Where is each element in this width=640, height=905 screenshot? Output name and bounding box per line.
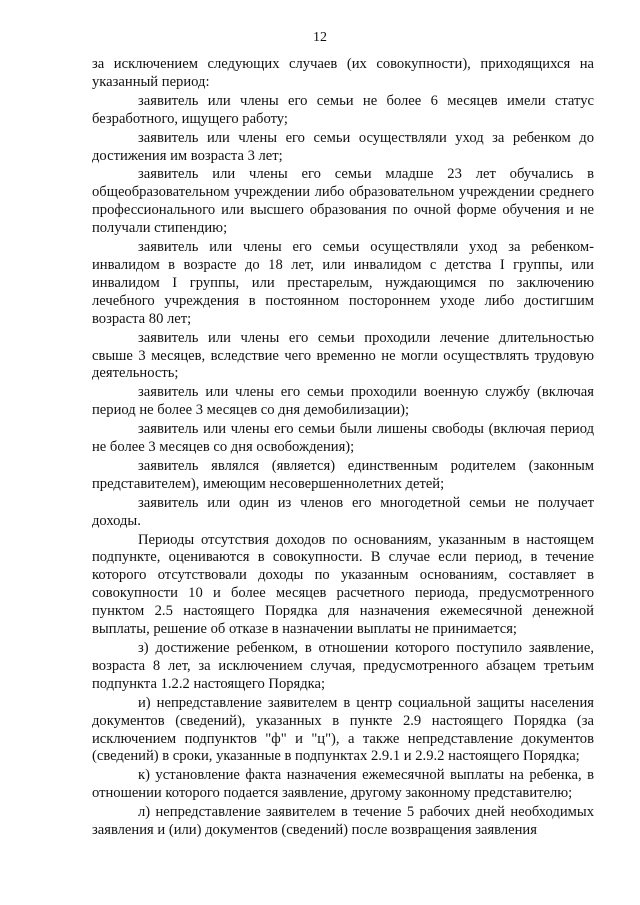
paragraph-item-l: л) непредставление заявителем в течение 5 рабочих дней необходимых заявления и (или) документов (сведений) после возвращения заявления [92,804,594,839]
paragraph-item-k: к) установление факта назначения ежемесячной выплаты на ребенка, в отношении которого подается заявление, другому законному представителю; [92,767,594,802]
paragraph-item-z: з) достижение ребенком, в отношении которого поступило заявление, возраста 8 лет, за исключением случая, предусмотренного абзацем третьим подпункта 1.2.2 настоящего Порядка; [92,640,594,692]
paragraph-item-i: и) непредставление заявителем в центр социальной защиты населения документов (сведений), указанных в пункте 2.9 настоящего Порядка (за исключением подпунктов "ф" и "ц"), а также непредставление документов (сведений) в сроки, указанные в подпунктах 2.9.1 и 2.9.2 настоящего Порядка; [92,694,594,765]
paragraph-single-parent: заявитель являлся (является) единственным родителем (законным представителем), имеющим несовершеннолетних детей; [92,457,594,492]
paragraph-treatment: заявитель или члены его семьи проходили лечение длительностью свыше 3 месяцев, вследствие чего временно не могли осуществлять трудовую деятельность; [92,329,594,382]
paragraph-imprisonment: заявитель или члены его семьи были лишены свободы (включая период не более 3 месяцев со дня освобождения); [92,421,594,456]
document-body [92,56,594,841]
paragraph-periods: Периоды отсутствия доходов по основаниям, указанным в настоящем подпункте, оцениваются в совокупности. В случае если период, в течение которого отсутствовали доходы по указанным основаниям, составляет в совокупности 10 и более месяцев расчетного периода, предусмотренного пунктом 2.5 настоящего Порядка для назначения ежемесячной денежной выплаты, решение об отказе в назначении выплаты не принимается; [92,531,594,638]
paragraph-continuation: за исключением следующих случаев (их совокупности), приходящихся на указанный период: [92,56,594,90]
page-number: 12 [313,30,327,45]
paragraph-students: заявитель или члены его семьи младше 23 лет обучались в общеобразовательном учреждении либо образовательном учреждении среднего профессионального или высшего образования по очной форме обучения и не получали стипендию; [92,166,594,237]
paragraph-disabled-care: заявитель или члены его семьи осуществляли уход за ребенком-инвалидом в возрасте до 18 лет, или инвалидом с детства I группы, или инвалидом I группы, или престарелым, нуждающимся по заключению лечебного учреждения в постоянном постороннем уходе либо достигшим возраста 80 лет; [92,239,594,327]
paragraph-military-service: заявитель или члены его семьи проходили военную службу (включая период не более 3 месяцев со дня демобилизации); [92,384,594,419]
paragraph-large-family: заявитель или один из членов его многодетной семьи не получает доходы. [92,494,594,529]
paragraph-unemployed: заявитель или члены его семьи не более 6 месяцев имели статус безработного, ищущего работу; [92,92,594,127]
paragraph-childcare: заявитель или члены его семьи осуществляли уход за ребенком до достижения им возраста 3 лет; [92,129,594,164]
